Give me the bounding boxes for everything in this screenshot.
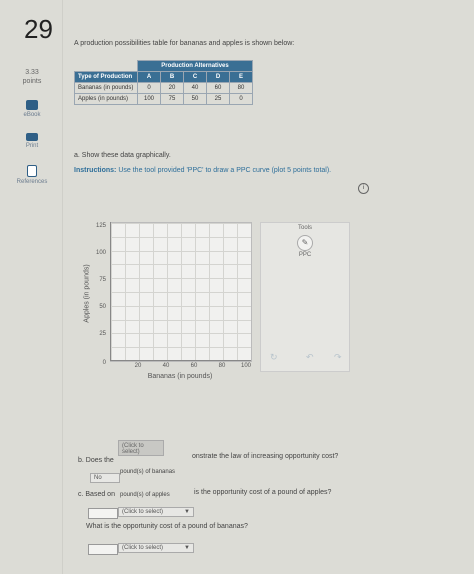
sidebar-divider: [62, 0, 63, 574]
table-cell: 100: [138, 94, 161, 105]
y-axis-label: Apples (in pounds): [83, 264, 91, 323]
group-header: Production Alternatives: [138, 61, 253, 72]
y-axis-line: [110, 222, 111, 361]
x-tick-label: 100: [240, 363, 251, 369]
x-axis-line: [110, 360, 251, 361]
col-header: C: [184, 72, 207, 83]
col-header: B: [161, 72, 184, 83]
part-b-dropdown[interactable]: [118, 440, 164, 456]
instructions-text: Use the tool provided 'PPC' to draw a PPC curve (plot 5 points total).: [118, 167, 332, 174]
dropdown-value: (Click to select): [122, 509, 164, 515]
table-cell: 40: [184, 83, 207, 94]
part-c-input[interactable]: [88, 508, 118, 519]
x-tick-label: 40: [162, 363, 170, 369]
part-c-question: is the opportunity cost of a pound of apples?: [194, 489, 332, 496]
references-icon: [27, 165, 37, 177]
reset-icon[interactable]: ↻: [270, 352, 278, 362]
table-row: [75, 94, 253, 105]
part-c-prefix: c. Based on: [78, 491, 115, 498]
chevron-down-icon: ▼: [184, 545, 190, 551]
table-row: [75, 83, 253, 94]
sidebar-item-label: eBook: [23, 112, 41, 118]
part-c-dropdown2[interactable]: [118, 543, 194, 553]
production-table: [74, 60, 253, 105]
table-cell: 25: [207, 94, 230, 105]
y-tick-label: 100: [95, 250, 106, 256]
book-icon: [26, 100, 38, 110]
table-cell: 50: [184, 94, 207, 105]
pencil-icon: ✎: [301, 238, 309, 247]
type-header: Type of Production: [75, 72, 138, 83]
dropdown-placeholder: (Click to select): [122, 443, 144, 455]
part-a-text: a. Show these data graphically.: [74, 152, 171, 159]
redo-icon[interactable]: ↷: [334, 352, 342, 362]
tools-title: Tools: [297, 225, 312, 231]
col-header: E: [230, 72, 253, 83]
dropdown-value: (Click to select): [122, 545, 164, 551]
x-tick-label: 80: [218, 363, 226, 369]
question-intro: A production possibilities table for bananas and apples is shown below:: [74, 40, 295, 47]
table-cell: 75: [161, 94, 184, 105]
y-tick-label: 125: [95, 223, 106, 229]
ppc-tool-label: PPC: [298, 252, 312, 258]
part-b-suffix: onstrate the law of increasing opportunity cost?: [192, 453, 339, 460]
part-b-unit: pound(s) of bananas: [120, 469, 176, 475]
table-cell: 80: [230, 83, 253, 94]
part-c-input2[interactable]: [88, 544, 118, 555]
y-tick-label: 75: [99, 277, 106, 283]
y-tick-label: 0: [102, 360, 106, 366]
sidebar-item-ebook[interactable]: [8, 100, 56, 118]
table-cell: 0: [230, 94, 253, 105]
y-tick-label: 25: [99, 331, 106, 337]
undo-icon[interactable]: ↶: [306, 352, 314, 362]
table-cell: 60: [207, 83, 230, 94]
tools-panel: [260, 222, 350, 372]
info-icon[interactable]: i: [358, 183, 369, 194]
part-c-question2: What is the opportunity cost of a pound of bananas?: [86, 523, 248, 530]
col-header: D: [207, 72, 230, 83]
row-label: Bananas (in pounds): [75, 83, 138, 94]
sidebar-item-label: References: [16, 179, 48, 185]
chevron-down-icon: ▼: [184, 509, 190, 515]
instructions: [74, 167, 331, 174]
row-label: Apples (in pounds): [75, 94, 138, 105]
ppc-tool-button[interactable]: [297, 235, 313, 251]
printer-icon: [26, 133, 38, 141]
graph-area[interactable]: [110, 222, 252, 362]
instructions-label: Instructions:: [74, 167, 117, 174]
points-label: 3.33 points: [22, 69, 42, 85]
sidebar-item-references[interactable]: [8, 165, 56, 185]
x-tick-label: 20: [134, 363, 142, 369]
x-tick-label: 60: [190, 363, 198, 369]
question-number: 29: [24, 14, 53, 44]
part-c-dropdown[interactable]: [118, 507, 194, 517]
table-cell: 0: [138, 83, 161, 94]
sidebar-item-print[interactable]: [8, 133, 56, 149]
part-b-answer[interactable]: No: [90, 473, 120, 483]
part-c-unit: pound(s) of apples: [120, 492, 170, 498]
sidebar-item-label: Print: [25, 143, 39, 149]
col-header: A: [138, 72, 161, 83]
part-b-prefix: b. Does the: [78, 457, 114, 464]
y-tick-label: 50: [99, 304, 106, 310]
x-axis-label: Bananas (in pounds): [147, 373, 213, 380]
table-cell: 20: [161, 83, 184, 94]
